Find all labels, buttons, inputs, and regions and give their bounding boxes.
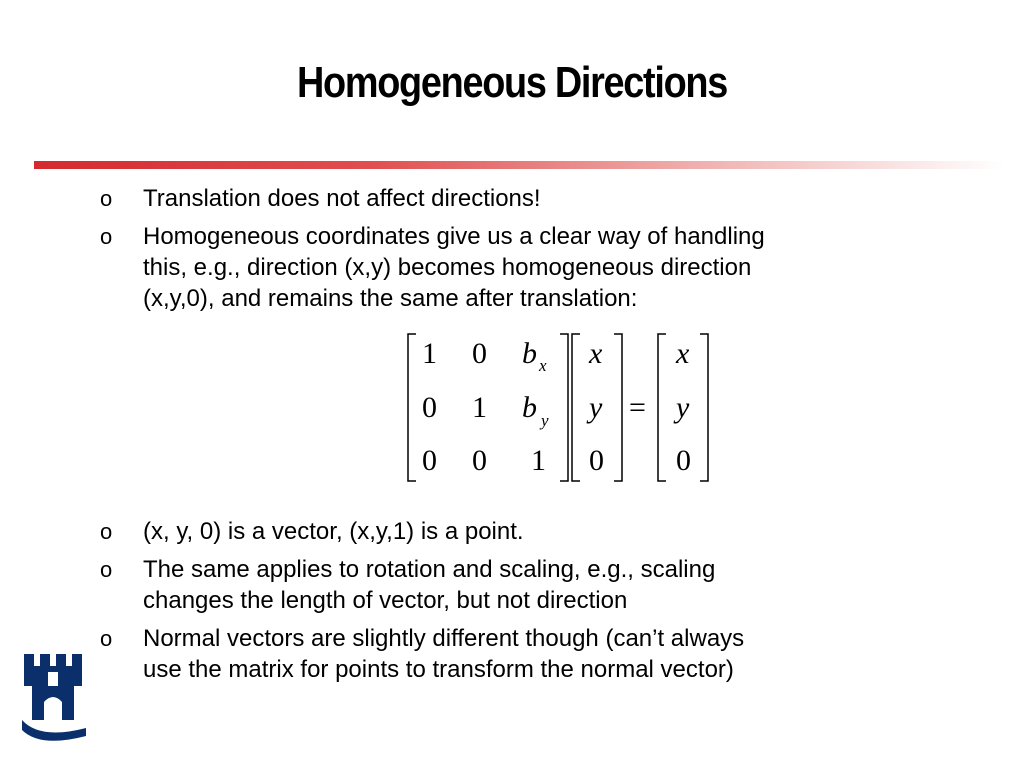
- bullet-line: (x,y,0), and remains the same after translation:: [143, 285, 638, 312]
- result-entry: x: [676, 337, 690, 370]
- title-divider: [34, 161, 1004, 169]
- equals-sign: =: [629, 391, 646, 424]
- bullet-item: [100, 623, 960, 685]
- matrix-cell: 0: [472, 337, 487, 370]
- bullet-line: Translation does not affect directions!: [143, 185, 541, 212]
- matrix-cell: b: [522, 391, 537, 424]
- bullet-line: Normal vectors are slightly different though (can’t always: [143, 625, 745, 652]
- matrix-cell: 1: [531, 444, 546, 477]
- bullet-line: The same applies to rotation and scaling, e.g., scaling: [143, 556, 716, 583]
- translation-equation: [400, 330, 720, 485]
- matrix-cell: 1: [422, 337, 437, 370]
- university-castle-logo-icon: [20, 650, 88, 745]
- vector-right-bracket: [614, 334, 622, 481]
- bullet-marker: o: [100, 224, 113, 249]
- matrix-cell: 0: [422, 391, 437, 424]
- bullet-item: [100, 554, 960, 616]
- matrix-cell: 0: [472, 444, 487, 477]
- matrix-cell: b: [522, 337, 537, 370]
- result-entry: 0: [676, 444, 691, 477]
- bullet-item: [100, 516, 960, 547]
- bullet-line: this, e.g., direction (x,y) becomes homogeneous direction: [143, 254, 752, 281]
- bullet-line: Homogeneous coordinates give us a clear way of handling: [143, 223, 765, 250]
- matrix-cell-subscript: y: [541, 411, 549, 430]
- bullet-item: [100, 221, 960, 314]
- bullet-line: changes the length of vector, but not direction: [143, 587, 628, 614]
- vector-entry: x: [589, 337, 603, 370]
- bullet-marker: o: [100, 626, 113, 651]
- matrix-cell: 0: [422, 444, 437, 477]
- bullet-line: (x, y, 0) is a vector, (x,y,1) is a point.: [143, 518, 524, 545]
- bullet-marker: o: [100, 186, 113, 211]
- slide-title: Homogeneous Directions: [297, 58, 727, 107]
- bullet-marker: o: [100, 557, 113, 582]
- result-right-bracket: [700, 334, 708, 481]
- vector-left-bracket: [572, 334, 580, 481]
- equation-graphic: [400, 330, 720, 485]
- result-left-bracket: [658, 334, 666, 481]
- result-entry: y: [676, 391, 690, 424]
- bullet-item: [100, 183, 960, 214]
- matrix-cell: 1: [472, 391, 487, 424]
- matrix-right-bracket: [560, 334, 568, 481]
- matrix-cell-subscript: x: [539, 356, 547, 375]
- vector-entry: y: [589, 391, 603, 424]
- bullet-line: use the matrix for points to transform the normal vector): [143, 656, 734, 683]
- matrix-left-bracket: [408, 334, 416, 481]
- bullet-marker: o: [100, 519, 113, 544]
- vector-entry: 0: [589, 444, 604, 477]
